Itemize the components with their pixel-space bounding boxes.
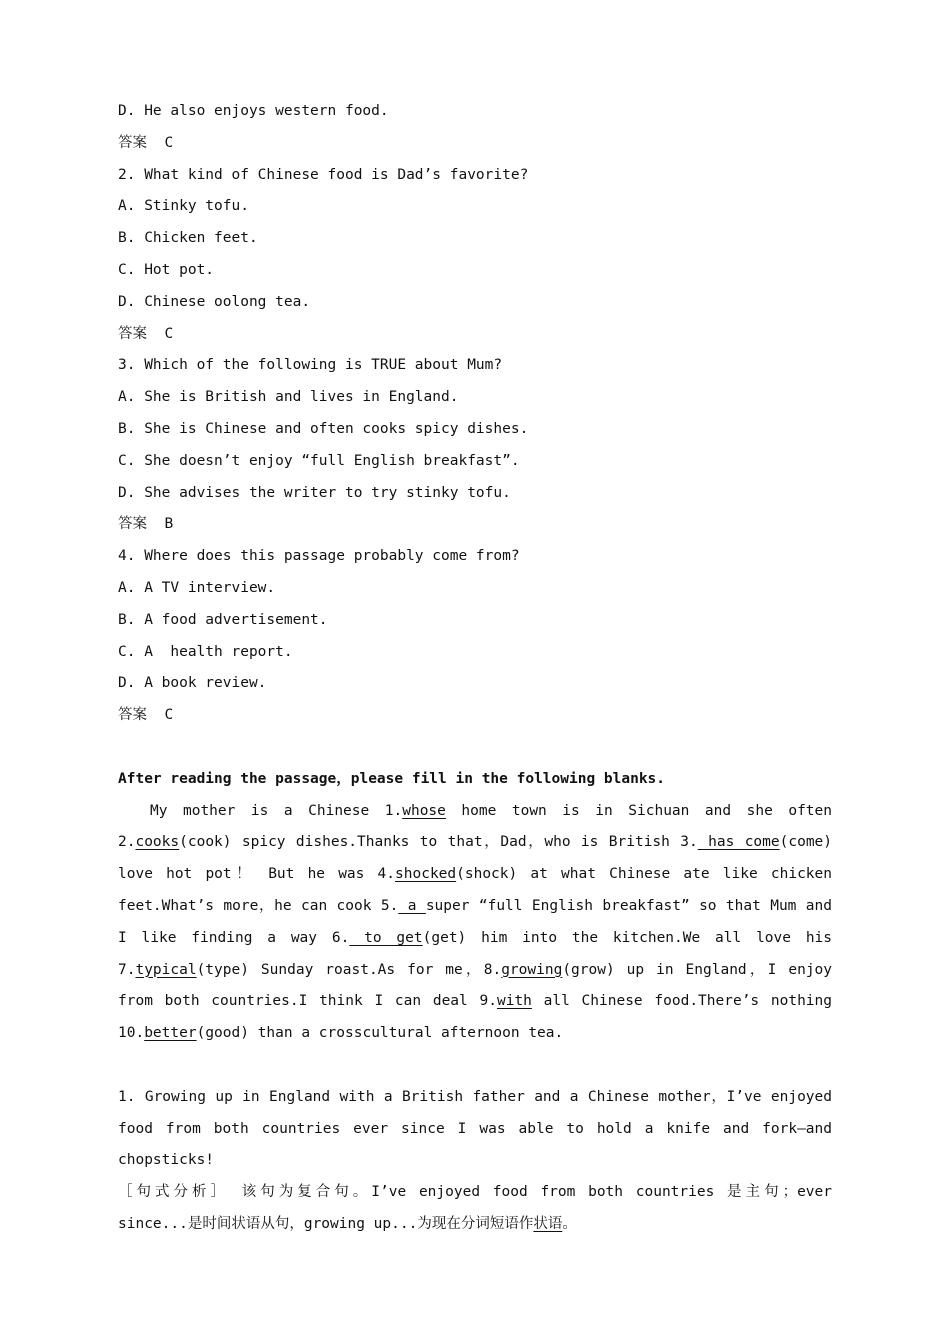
fill-line-7 xyxy=(118,986,832,1018)
fill-text: (get) him into the kitchen.We all love his xyxy=(422,929,832,946)
blank-8: growing xyxy=(501,961,563,978)
analysis-line-1: ［句式分析］ 该句为复合句。I’ve enjoyed food from both countries 是主句；ever xyxy=(118,1184,832,1201)
fill-text: super “full English breakfast” so that Mum and xyxy=(425,897,832,914)
q3-answer: 答案 B xyxy=(118,516,174,533)
fill-line-1 xyxy=(118,796,832,828)
fill-line-5 xyxy=(118,923,832,955)
q4-option-c: C. A health report. xyxy=(118,643,293,660)
analysis-line-2 xyxy=(118,1209,832,1241)
q3-option-a: A. She is British and lives in England. xyxy=(118,389,459,406)
blank-7: typical xyxy=(135,961,197,978)
q4-option-a: A. A TV interview. xyxy=(118,579,276,596)
blank-4: shocked xyxy=(395,866,457,883)
analysis-text: since...是时间状语从句，growing up...为现在分词短语作 xyxy=(118,1215,534,1232)
fill-text: 2. xyxy=(118,834,136,851)
blank-6: to get xyxy=(349,929,423,946)
blank-1: whose xyxy=(402,802,446,819)
fill-text: My mother is a Chinese 1. xyxy=(150,802,403,819)
fill-text: from both countries.I think I can deal 9. xyxy=(118,993,497,1010)
fill-text: (come) xyxy=(779,834,832,851)
fill-text: (cook) spicy dishes.Thanks to that，Dad，who is British 3. xyxy=(179,834,698,851)
q2-option-c: C. Hot pot. xyxy=(118,261,215,278)
sentence-1-line-2: food from both countries ever since I was able to hold a knife and fork—and xyxy=(118,1120,832,1137)
fill-text: home town is in Sichuan and she often xyxy=(445,802,832,819)
fill-text: (shock) at what Chinese ate like chicken xyxy=(456,866,832,883)
q4-answer: 答案 C xyxy=(118,707,174,724)
spacer xyxy=(118,1050,832,1082)
fill-text: 10. xyxy=(118,1025,145,1042)
fill-line-6 xyxy=(118,955,832,987)
sentence-1-line-1: 1. Growing up in England with a British father and a Chinese mother，I’ve enjoyed xyxy=(118,1088,832,1105)
fill-line-4 xyxy=(118,891,832,923)
q4-question: 4. Where does this passage probably come from? xyxy=(118,548,520,565)
q2-question: 2. What kind of Chinese food is Dad’s favorite? xyxy=(118,166,529,183)
document-page xyxy=(118,96,832,1241)
fill-text: love hot pot！ But he was 4. xyxy=(118,866,396,883)
q2-answer: 答案 C xyxy=(118,325,174,342)
analysis-underlined-term: 状语 xyxy=(533,1215,563,1232)
blank-3: has come xyxy=(697,834,780,851)
fill-text: feet.What’s more，he can cook 5. xyxy=(118,897,399,914)
q1-option-d: D. He also enjoys western food. xyxy=(118,103,389,119)
q3-option-d: D. She advises the writer to try stinky tofu. xyxy=(118,484,511,501)
fill-line-8 xyxy=(118,1018,832,1050)
q4-option-d: D. A book review. xyxy=(118,675,267,692)
fill-text: 7. xyxy=(118,961,136,978)
blank-5: a xyxy=(398,897,426,914)
analysis-text: 。 xyxy=(562,1215,577,1232)
q4-option-b: B. A food advertisement. xyxy=(118,611,328,628)
fill-text: (grow) up in England，I enjoy xyxy=(562,961,832,978)
spacer xyxy=(118,732,832,764)
fill-text: I like finding a way 6. xyxy=(118,929,350,946)
blank-10: better xyxy=(144,1025,197,1042)
q3-question: 3. Which of the following is TRUE about Mum? xyxy=(118,357,503,374)
fill-heading: After reading the passage，please fill in the following blanks. xyxy=(118,770,666,787)
fill-line-3 xyxy=(118,859,832,891)
q2-option-d: D. Chinese oolong tea. xyxy=(118,293,311,310)
sentence-1-line-3: chopsticks! xyxy=(118,1152,215,1169)
q3-option-c: C. She doesn’t enjoy “full English breakfast”. xyxy=(118,452,520,469)
q2-option-b: B. Chicken feet. xyxy=(118,230,258,247)
blank-2: cooks xyxy=(135,834,180,851)
fill-text: (type) Sunday roast.As for me，8. xyxy=(196,961,502,978)
fill-text: all Chinese food.There’s nothing xyxy=(531,993,832,1010)
fill-line-2 xyxy=(118,827,832,859)
q2-option-a: A. Stinky tofu. xyxy=(118,198,249,215)
q3-option-b: B. She is Chinese and often cooks spicy dishes. xyxy=(118,420,529,437)
blank-9: with xyxy=(496,993,532,1010)
q1-answer: 答案 C xyxy=(118,134,174,151)
fill-text: (good) than a crosscultural afternoon tea. xyxy=(196,1025,564,1042)
